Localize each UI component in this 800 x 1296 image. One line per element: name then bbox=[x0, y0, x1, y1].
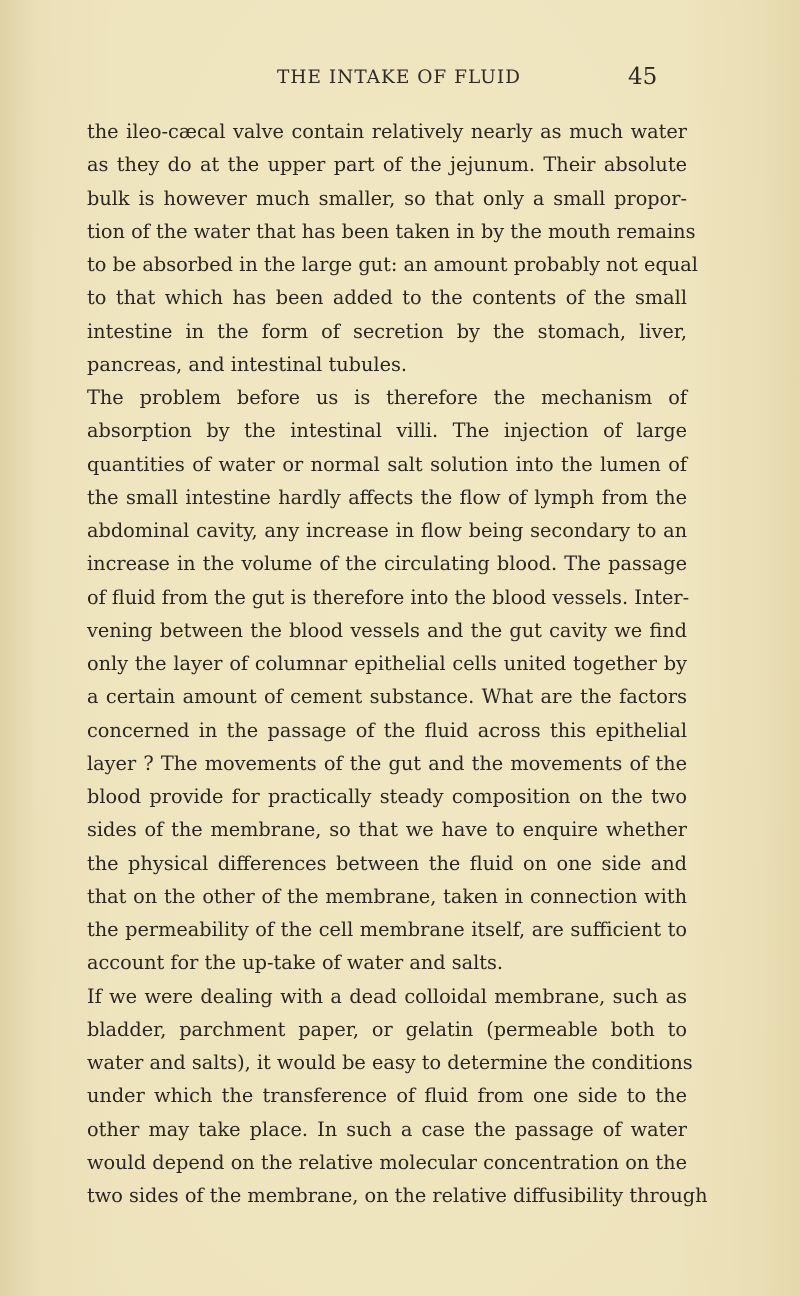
text-line: would depend on the relative molecular concentration on the bbox=[87, 1150, 687, 1174]
text-line: of fluid from the gut is therefore into the blood vessels. Inter- bbox=[87, 585, 690, 609]
text-line: account for the up-take of water and salts. bbox=[87, 951, 504, 975]
text-line: as they do at the upper part of the jejunum. Their absolute bbox=[87, 153, 687, 177]
text-line: concerned in the passage of the fluid across this epithelial bbox=[87, 718, 687, 742]
text-line: abdominal cavity, any increase in flow being secondary to an bbox=[87, 519, 687, 542]
text-line: increase in the volume of the circulating blood. The passage bbox=[87, 552, 687, 576]
paragraph-start-line: If we were dealing with a dead colloidal membrane, such as bbox=[87, 984, 687, 1008]
text-line: pancreas, and intestinal tubules. bbox=[87, 352, 408, 376]
text-line: the physical differences between the fluid on one side and bbox=[87, 851, 687, 875]
text-line: the small intestine hardly affects the flow of lymph from the bbox=[87, 485, 687, 509]
text-line: the ileo-cæcal valve contain relatively nearly as much water bbox=[87, 120, 687, 143]
running-head: THE INTAKE OF FLUID bbox=[277, 67, 521, 88]
text-line: vening between the blood vessels and the gut cavity we find bbox=[87, 618, 687, 642]
page-number: 45 bbox=[628, 64, 658, 90]
text-line: sides of the membrane, so that we have to enquire whether bbox=[87, 818, 687, 842]
text-line: blood provide for practically steady composition on the two bbox=[87, 785, 687, 808]
body-text bbox=[87, 115, 708, 1212]
text-line: to be absorbed in the large gut: an amount probably not equal bbox=[87, 253, 698, 276]
text-line: bulk is however much smaller, so that only a small propor- bbox=[87, 186, 687, 210]
text-line: that on the other of the membrane, taken in connection with bbox=[87, 884, 687, 908]
page-header bbox=[0, 64, 800, 94]
text-line: layer ? The movements of the gut and the movements of the bbox=[87, 751, 687, 775]
text-line: to that which has been added to the contents of the small bbox=[87, 286, 687, 310]
text-line: quantities of water or normal salt solution into the lumen of bbox=[87, 452, 687, 476]
text-line: under which the transference of fluid from one side to the bbox=[87, 1084, 687, 1108]
text-line: tion of the water that has been taken in by the mouth remains bbox=[87, 219, 696, 243]
text-line: the permeability of the cell membrane itself, are sufficient to bbox=[87, 918, 687, 941]
text-line: two sides of the membrane, on the relative diffusibility through bbox=[87, 1184, 708, 1207]
text-line: intestine in the form of secretion by the stomach, liver, bbox=[87, 319, 687, 343]
text-line: absorption by the intestinal villi. The injection of large bbox=[87, 419, 687, 443]
text-line: water and salts), it would be easy to determine the conditions bbox=[87, 1051, 693, 1074]
text-line: only the layer of columnar epithelial cells united together by bbox=[87, 652, 687, 675]
text-line: a certain amount of cement substance. What are the factors bbox=[87, 685, 687, 709]
text-line: bladder, parchment paper, or gelatin (permeable both to bbox=[87, 1017, 687, 1041]
text-line: other may take place. In such a case the passage of water bbox=[87, 1117, 687, 1141]
paragraph-start-line: The problem before us is therefore the mechanism of bbox=[87, 386, 687, 409]
